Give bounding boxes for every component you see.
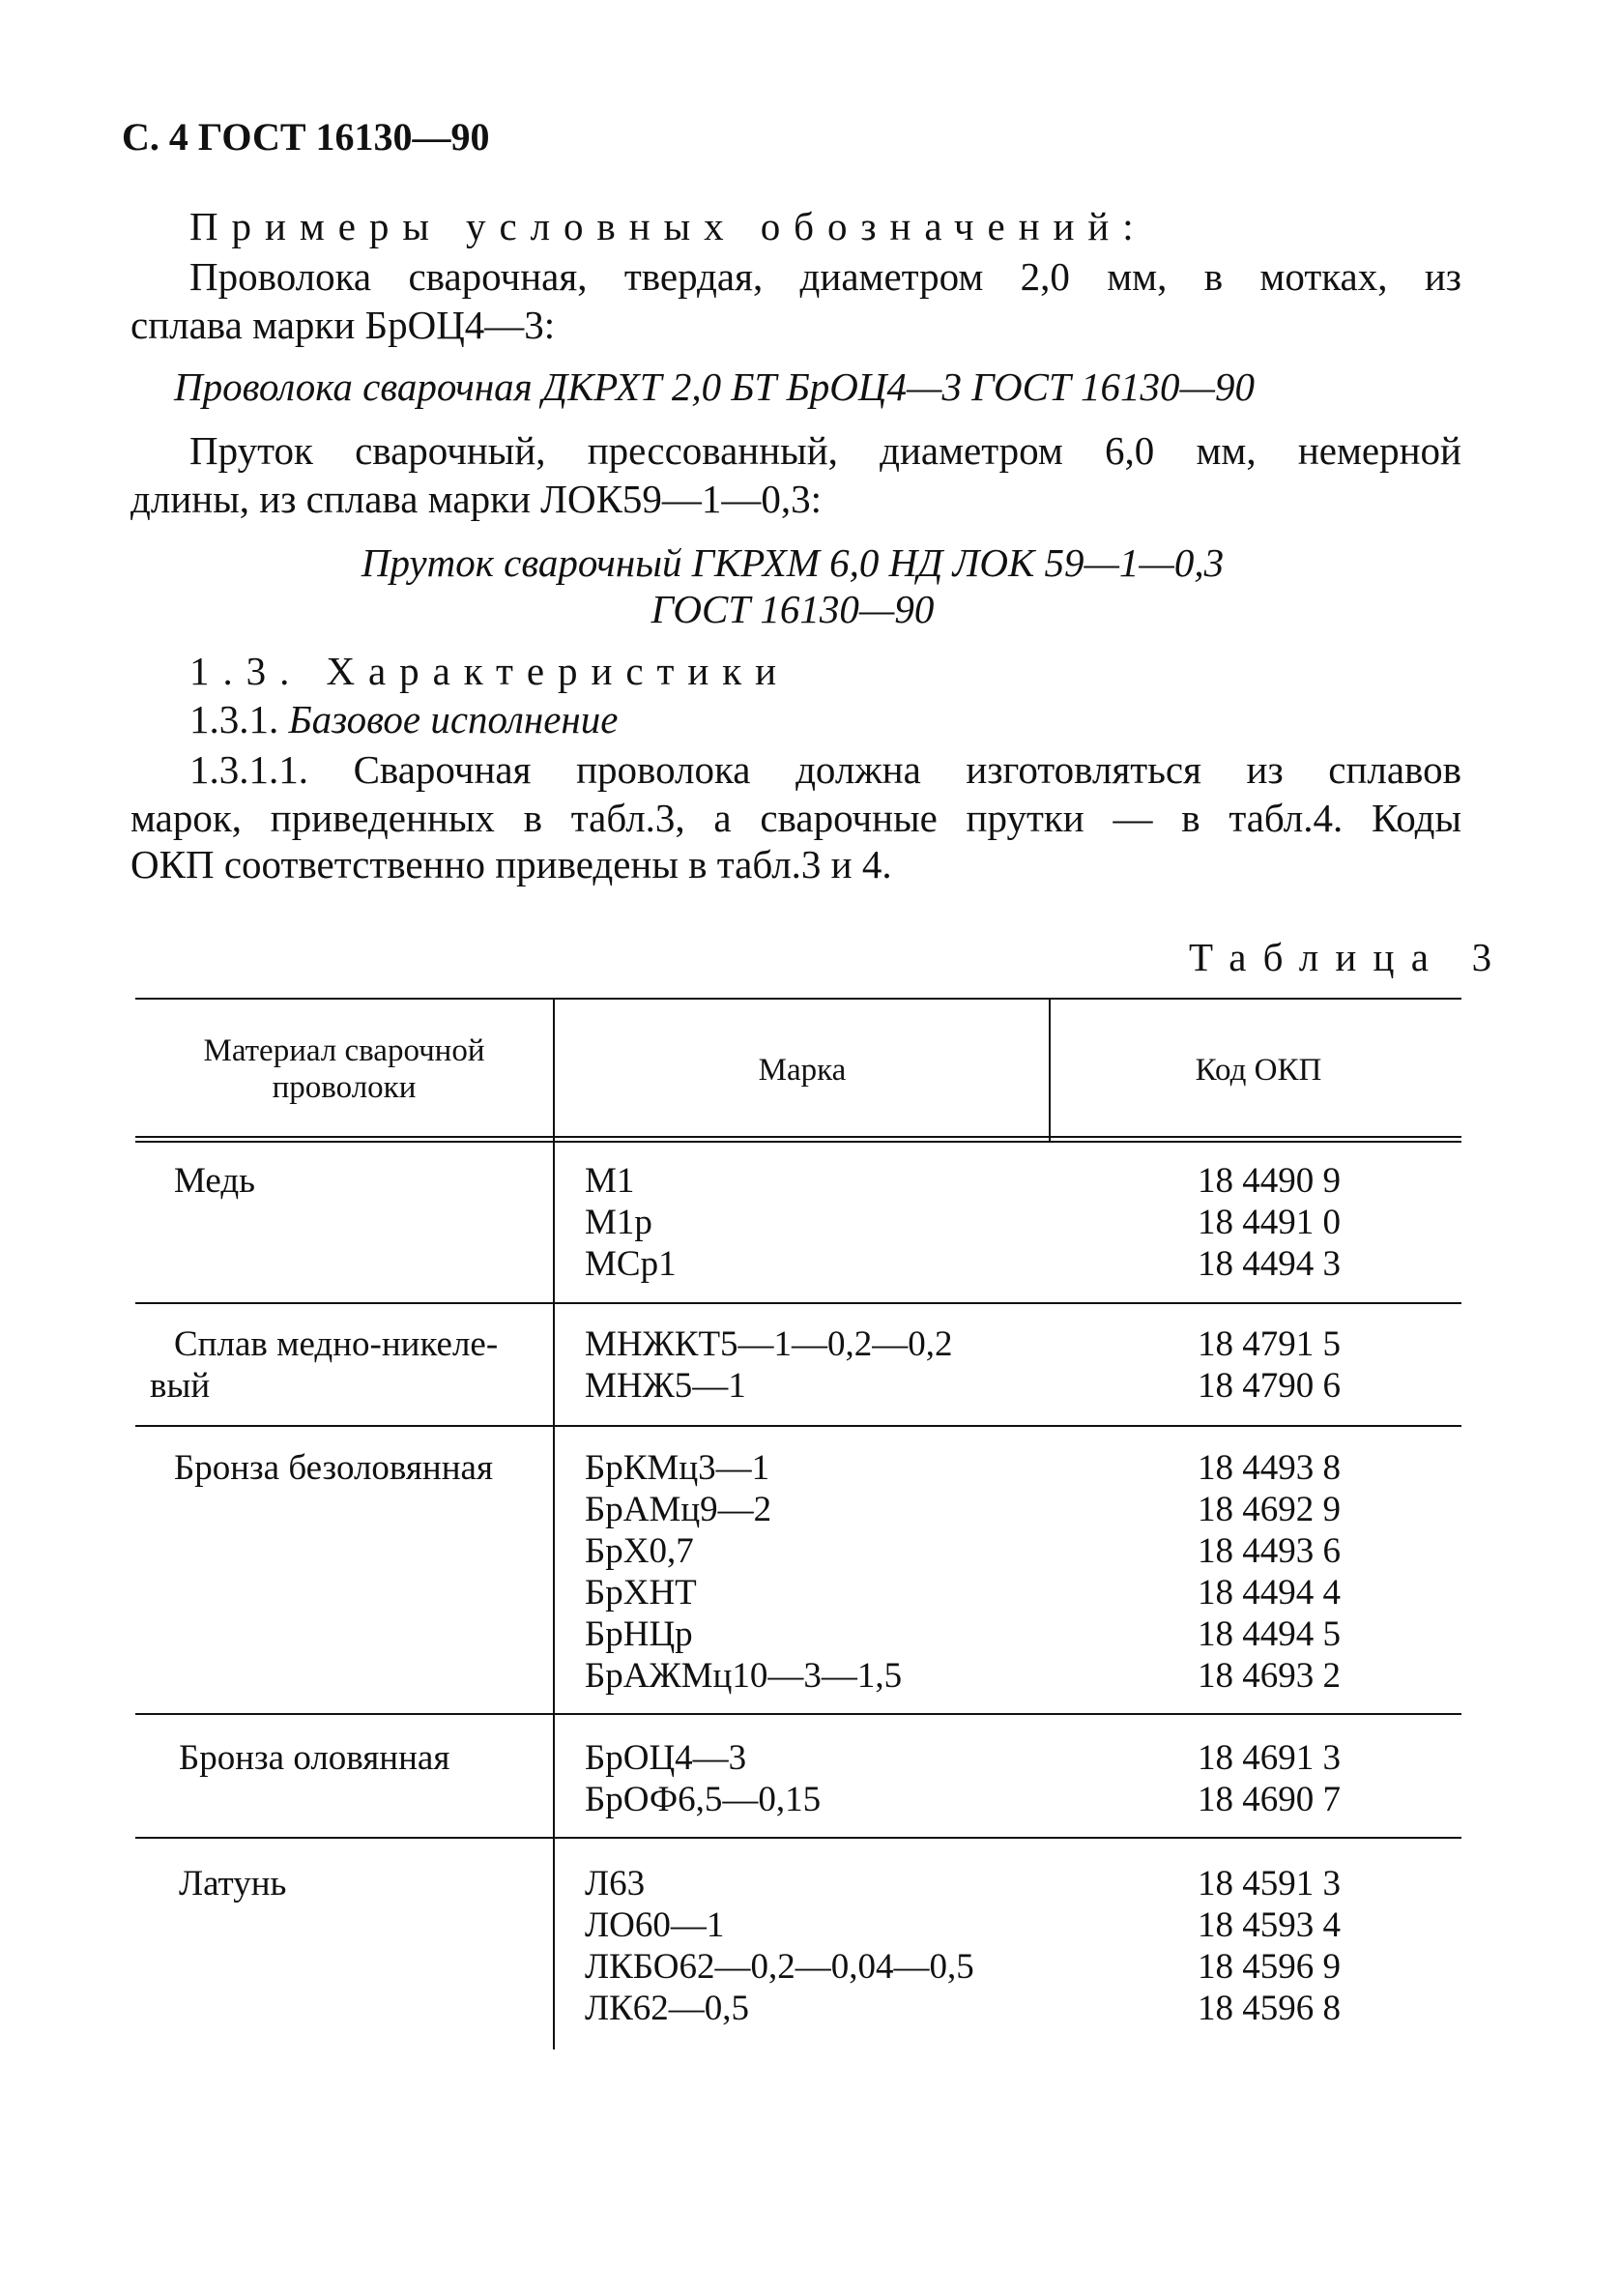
mark-cell: БрХНТ	[585, 1573, 697, 1613]
section-1-3-1-title: Базовое исполнение	[288, 697, 619, 741]
okp-code-cell: 18 4691 3	[1198, 1738, 1341, 1778]
table-col-rule	[1049, 998, 1051, 1141]
example2-line1: Пруток сварочный, прессованный, диаметром 6,0 мм, немерной	[189, 428, 1461, 473]
mark-cell: БрХ0,7	[585, 1531, 694, 1571]
mark-cell: МСр1	[585, 1244, 677, 1284]
okp-code-cell: 18 4493 6	[1198, 1531, 1341, 1571]
okp-code-cell: 18 4593 4	[1198, 1905, 1341, 1945]
mark-cell: БрАМц9—2	[585, 1490, 772, 1529]
page-header: С. 4 ГОСТ 16130—90	[122, 115, 490, 159]
table-header-mark: Марка	[758, 1053, 847, 1088]
material-cell: Сплав медно-никеле-	[174, 1324, 499, 1364]
mark-cell: ЛК62—0,5	[585, 1989, 750, 2028]
mark-cell: ЛКБО62—0,2—0,04—0,5	[585, 1947, 974, 1987]
table-col-rule	[553, 998, 555, 2049]
example1-line1: Проволока сварочная, твердая, диаметром 2,0 мм, в мотках, из	[189, 254, 1461, 299]
example2-designation-line2: ГОСТ 16130—90	[650, 587, 935, 631]
example1-line2: сплава марки БрОЦ4—3:	[130, 303, 556, 347]
mark-cell: МНЖ5—1	[585, 1366, 746, 1406]
material-cell: вый	[150, 1366, 211, 1406]
material-cell: Латунь	[179, 1864, 287, 1904]
para-1-3-1-1-line2: марок, приведенных в табл.3, а сварочные прутки — в табл.4. Коды	[130, 796, 1461, 840]
table-group-rule	[135, 1713, 1461, 1715]
mark-cell: ЛО60—1	[585, 1905, 725, 1945]
mark-cell: Л63	[585, 1864, 646, 1904]
example1-designation: Проволока сварочная ДКРХТ 2,0 БТ БрОЦ4—3 ГОСТ 16130—90	[174, 364, 1255, 409]
mark-cell: МНЖКТ5—1—0,2—0,2	[585, 1324, 953, 1364]
para-1-3-1-1-line1: 1.3.1.1. Сварочная проволока должна изготовляться из сплавов	[189, 747, 1461, 792]
mark-cell: М1	[585, 1161, 635, 1201]
example2-line2: длины, из сплава марки ЛОК59—1—0,3:	[130, 477, 823, 521]
okp-code-cell: 18 4494 5	[1198, 1614, 1341, 1654]
table-header-rule	[135, 1136, 1461, 1138]
table-header-material: Материал сварочной проволоки	[203, 1033, 485, 1105]
table-caption: Таблица 3	[1189, 935, 1509, 979]
okp-code-cell: 18 4490 9	[1198, 1161, 1341, 1201]
mark-cell: БрНЦр	[585, 1614, 693, 1654]
okp-code-cell: 18 4491 0	[1198, 1203, 1341, 1242]
okp-code-cell: 18 4791 5	[1198, 1324, 1341, 1364]
mark-cell: БрОЦ4—3	[585, 1738, 747, 1778]
okp-code-cell: 18 4596 8	[1198, 1989, 1341, 2028]
table-group-rule	[135, 1837, 1461, 1839]
table-top-rule	[135, 998, 1461, 1000]
mark-cell: БрКМц3—1	[585, 1448, 770, 1488]
material-cell: Медь	[174, 1161, 256, 1201]
table-group-rule	[135, 1425, 1461, 1427]
examples-title: Примеры условных обозначений:	[189, 204, 1147, 248]
section-1-3-1	[189, 696, 618, 742]
mark-cell: БрОФ6,5—0,15	[585, 1780, 822, 1819]
okp-code-cell: 18 4690 7	[1198, 1780, 1341, 1819]
table-header-okp-code: Код ОКП	[1195, 1053, 1322, 1088]
okp-code-cell: 18 4591 3	[1198, 1864, 1341, 1904]
okp-code-cell: 18 4790 6	[1198, 1366, 1341, 1406]
material-cell: Бронза безоловянная	[174, 1448, 493, 1488]
para-1-3-1-1-line3: ОКП соответственно приведены в табл.3 и 4.	[130, 842, 892, 886]
okp-code-cell: 18 4493 8	[1198, 1448, 1341, 1488]
mark-cell: БрАЖМц10—3—1,5	[585, 1656, 903, 1696]
okp-code-cell: 18 4596 9	[1198, 1947, 1341, 1987]
mark-cell: М1р	[585, 1203, 652, 1242]
example2-designation-line1: Пруток сварочный ГКРХМ 6,0 НД ЛОК 59—1—0,3	[361, 540, 1225, 585]
material-cell: Бронза оловянная	[179, 1738, 450, 1778]
okp-code-cell: 18 4692 9	[1198, 1490, 1341, 1529]
section-1-3-1-number: 1.3.1.	[189, 697, 279, 741]
section-1-3-title: 1.3. Характеристики	[189, 649, 790, 693]
okp-code-cell: 18 4494 4	[1198, 1573, 1341, 1613]
okp-code-cell: 18 4693 2	[1198, 1656, 1341, 1696]
okp-code-cell: 18 4494 3	[1198, 1244, 1341, 1284]
table-header-rule-2	[135, 1141, 1461, 1143]
table-group-rule	[135, 1302, 1461, 1304]
